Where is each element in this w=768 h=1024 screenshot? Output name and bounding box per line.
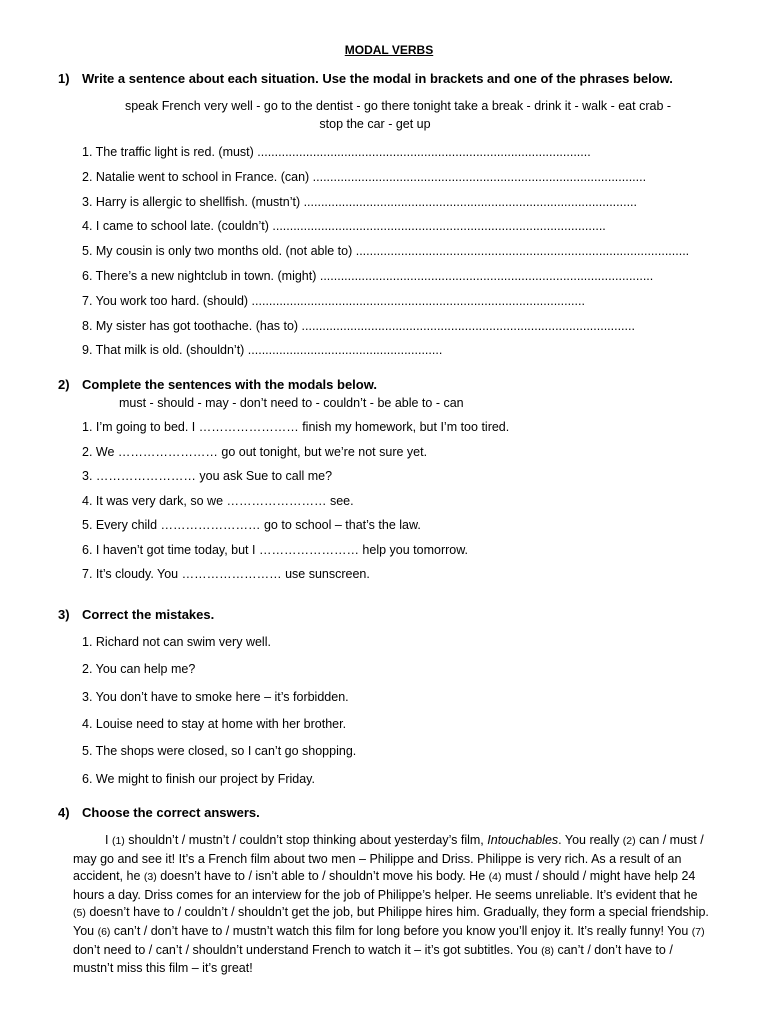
exercise-3-item: 5. The shops were closed, so I can’t go shopping. bbox=[82, 744, 357, 758]
exercise-1-item: 1. The traffic light is red. (must) ................................................................................................ bbox=[82, 145, 591, 159]
section-2-heading bbox=[58, 377, 377, 392]
gap-number: (2) bbox=[622, 835, 636, 847]
exercise-3-item: 3. You don’t have to smoke here – it’s forbidden. bbox=[82, 690, 349, 704]
section-4-number: 4) bbox=[58, 805, 70, 820]
section-4-heading-text: Choose the correct answers. bbox=[82, 805, 260, 820]
choose-answers-paragraph bbox=[73, 832, 713, 978]
gap-number: (5) bbox=[73, 907, 86, 920]
section-4-heading bbox=[58, 805, 260, 820]
exercise-1-item: 9. That milk is old. (shouldn’t) ........................................................ bbox=[82, 343, 443, 357]
gap-number: (7) bbox=[691, 925, 705, 938]
exercise-2-item: 3. …………………… you ask Sue to call me? bbox=[82, 469, 333, 483]
paragraph-text: don’t need to / can’t / shouldn’t understand French to watch it – it’s got subtitles. You bbox=[73, 942, 542, 957]
exercise-2-item: 1. I’m going to bed. I …………………… finish my homework, but I’m too tired. bbox=[82, 420, 510, 434]
exercise-1-item: 3. Harry is allergic to shellfish. (mustn’t) ................................................................................................ bbox=[82, 195, 637, 209]
exercise-3-item: 2. You can help me? bbox=[82, 662, 196, 676]
exercise-2-item: 6. I haven’t got time today, but I …………………… help you tomorrow. bbox=[82, 543, 469, 557]
paragraph-text: . You really bbox=[558, 833, 623, 847]
paragraph-text: I bbox=[105, 833, 112, 847]
section-3-number: 3) bbox=[58, 607, 70, 622]
section-1-heading bbox=[58, 71, 673, 86]
exercise-1-item: 2. Natalie went to school in France. (can) ................................................................................................ bbox=[82, 170, 647, 184]
paragraph-text: doesn’t have to / couldn’t / shouldn’t get the job, but Philippe hires him. Gradually, they form a special friendship. You bbox=[73, 905, 709, 938]
exercise-1-item: 6. There’s a new nightclub in town. (might) ................................................................................................ bbox=[82, 269, 654, 283]
gap-number: (1) bbox=[111, 835, 125, 847]
exercise-3-item: 4. Louise need to stay at home with her brother. bbox=[82, 717, 347, 731]
paragraph-text: can’t / don’t have to / mustn’t miss this film – it’s great! bbox=[73, 942, 673, 976]
exercise-1-item: 5. My cousin is only two months old. (not able to) ................................................................................................ bbox=[82, 244, 690, 258]
section-1-heading-text: Write a sentence about each situation. Use the modal in brackets and one of the phrases below. bbox=[82, 71, 673, 86]
exercise-3-item: 1. Richard not can swim very well. bbox=[82, 635, 271, 649]
exercise-1-item: 7. You work too hard. (should) ................................................................................................ bbox=[82, 294, 585, 308]
gap-number: (8) bbox=[541, 944, 554, 957]
phrase-bank-line-1: speak French very well - go to the dentist - go there tonight take a break - drink it - walk - eat crab - bbox=[124, 99, 672, 113]
paragraph-text: doesn’t have to / isn’t able to / shouldn’t move his body. He bbox=[156, 869, 489, 884]
modal-bank: must - should - may - don’t need to - couldn’t - be able to - can bbox=[119, 396, 464, 410]
gap-number: (4) bbox=[488, 871, 502, 884]
exercise-1-item: 4. I came to school late. (couldn’t) ................................................................................................ bbox=[82, 219, 606, 233]
exercise-2-item: 2. We …………………… go out tonight, but we’re not sure yet. bbox=[82, 445, 428, 459]
exercise-2-item: 5. Every child …………………… go to school – that’s the law. bbox=[82, 518, 421, 532]
section-1-number: 1) bbox=[58, 71, 70, 86]
section-2-number: 2) bbox=[58, 377, 70, 392]
paragraph-text: must / should / might have help 24 hours a day. Driss comes for an interview for the job of Philippe’s helper. He seems unreliable. It’s evident that he bbox=[73, 869, 698, 902]
exercise-3-item: 6. We might to finish our project by Friday. bbox=[82, 772, 315, 786]
exercise-2-item: 4. It was very dark, so we …………………… see. bbox=[82, 494, 354, 508]
phrase-bank-line-2: stop the car - get up bbox=[319, 117, 431, 131]
exercise-2-item: 7. It’s cloudy. You …………………… use sunscreen. bbox=[82, 567, 370, 581]
film-title: Intouchables bbox=[487, 833, 559, 847]
section-3-heading bbox=[58, 607, 214, 622]
worksheet-title: MODAL VERBS bbox=[344, 43, 434, 57]
gap-number: (3) bbox=[143, 871, 157, 884]
section-2-heading-text: Complete the sentences with the modals below. bbox=[82, 377, 377, 392]
section-3-heading-text: Correct the mistakes. bbox=[82, 607, 215, 622]
paragraph-text: can / must / may go and see it! It’s a French film about two men – Philippe and Driss. Philippe is very rich. As a result of an accident, he bbox=[73, 833, 704, 884]
gap-number: (6) bbox=[97, 925, 111, 938]
paragraph-text: can’t / don’t have to / mustn’t watch this film for long before you know you’ll enjoy it. It’s really funny! You bbox=[110, 923, 692, 938]
paragraph-text: shouldn’t / mustn’t / couldn’t stop thinking about yesterday’s film, bbox=[124, 833, 488, 847]
exercise-1-item: 8. My sister has got toothache. (has to) ................................................................................................ bbox=[82, 319, 635, 333]
